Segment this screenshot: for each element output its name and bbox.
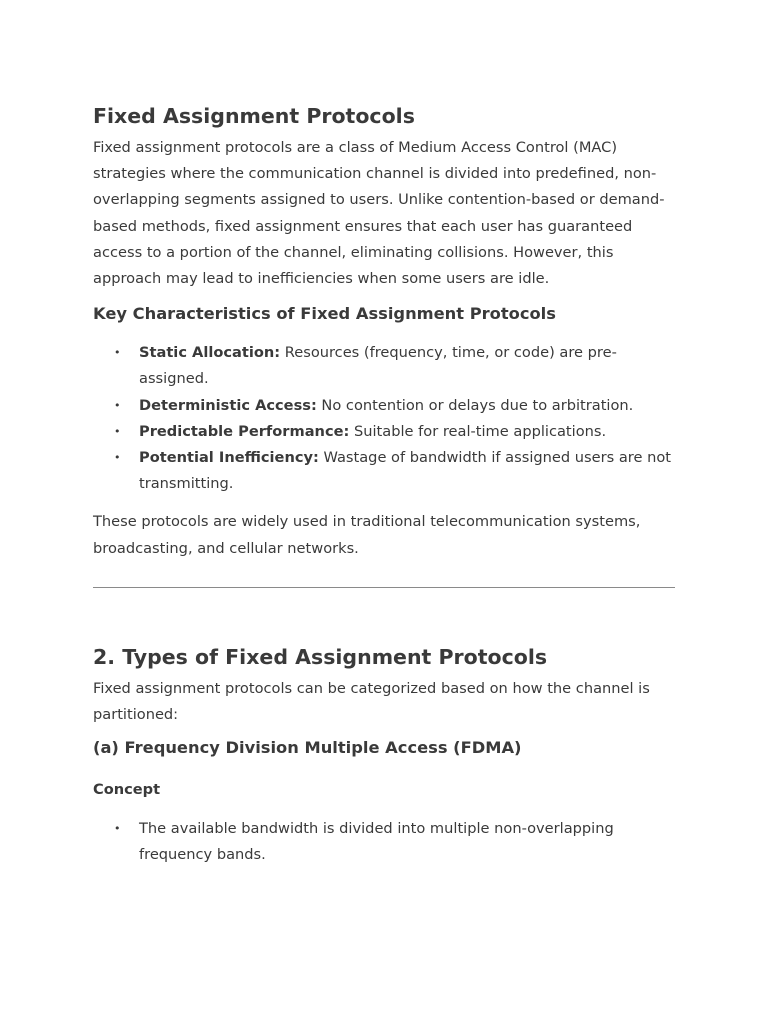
page-title: Fixed Assignment Protocols: [93, 104, 415, 128]
list-item: [114, 340, 677, 392]
characteristic-term: Predictable Performance:: [139, 422, 350, 440]
concept-item-text: The available bandwidth is divided into multiple non-overlapping frequency bands.: [139, 820, 614, 864]
characteristic-desc: No contention or delays due to arbitration.: [316, 396, 634, 414]
list-item: [114, 419, 677, 445]
document-content: [93, 101, 677, 869]
list-item: [114, 816, 677, 868]
characteristic-term: Potential Inefficiency:: [139, 449, 319, 467]
list-item: [114, 445, 677, 497]
characteristic-term: Deterministic Access:: [139, 396, 317, 414]
concept-heading: Concept: [93, 781, 161, 799]
bullet-icon: •: [114, 346, 121, 360]
characteristics-list: [93, 340, 677, 497]
characteristic-desc: Wastage of bandwidth if assigned users are not transmitting.: [139, 449, 671, 493]
section2-title: 2. Types of Fixed Assignment Protocols: [93, 644, 548, 669]
characteristic-desc: Resources (frequency, time, or code) are pre-assigned.: [139, 344, 617, 388]
characteristic-term: Static Allocation:: [139, 344, 281, 362]
intro-paragraph: Fixed assignment protocols are a class of Medium Access Control (MAC) strategies where the communication channel is divided into predefined, non-overlapping segments assigned to users. Unlike contention-based or demand-based methods, fixed assignment ensures that each user has guaranteed access to a portion of the channel, eliminating collisions. However, this approach may lead to inefficiencies when some users are idle.: [93, 139, 665, 288]
bullet-icon: •: [114, 424, 121, 438]
list-item: [114, 393, 677, 419]
bullet-icon: •: [114, 822, 121, 836]
key-characteristics-heading: Key Characteristics of Fixed Assignment Protocols: [93, 304, 556, 324]
section2-intro: Fixed assignment protocols can be categorized based on how the channel is partitioned:: [93, 679, 650, 724]
usage-paragraph: These protocols are widely used in traditional telecommunication systems, broadcasting, and cellular networks.: [93, 513, 641, 557]
characteristic-desc: Suitable for real-time applications.: [349, 422, 607, 440]
concept-list: [93, 816, 677, 868]
fdma-heading: (a) Frequency Division Multiple Access (FDMA): [93, 738, 522, 758]
bullet-icon: •: [114, 451, 121, 465]
section-divider: [93, 587, 675, 588]
bullet-icon: •: [114, 398, 121, 412]
